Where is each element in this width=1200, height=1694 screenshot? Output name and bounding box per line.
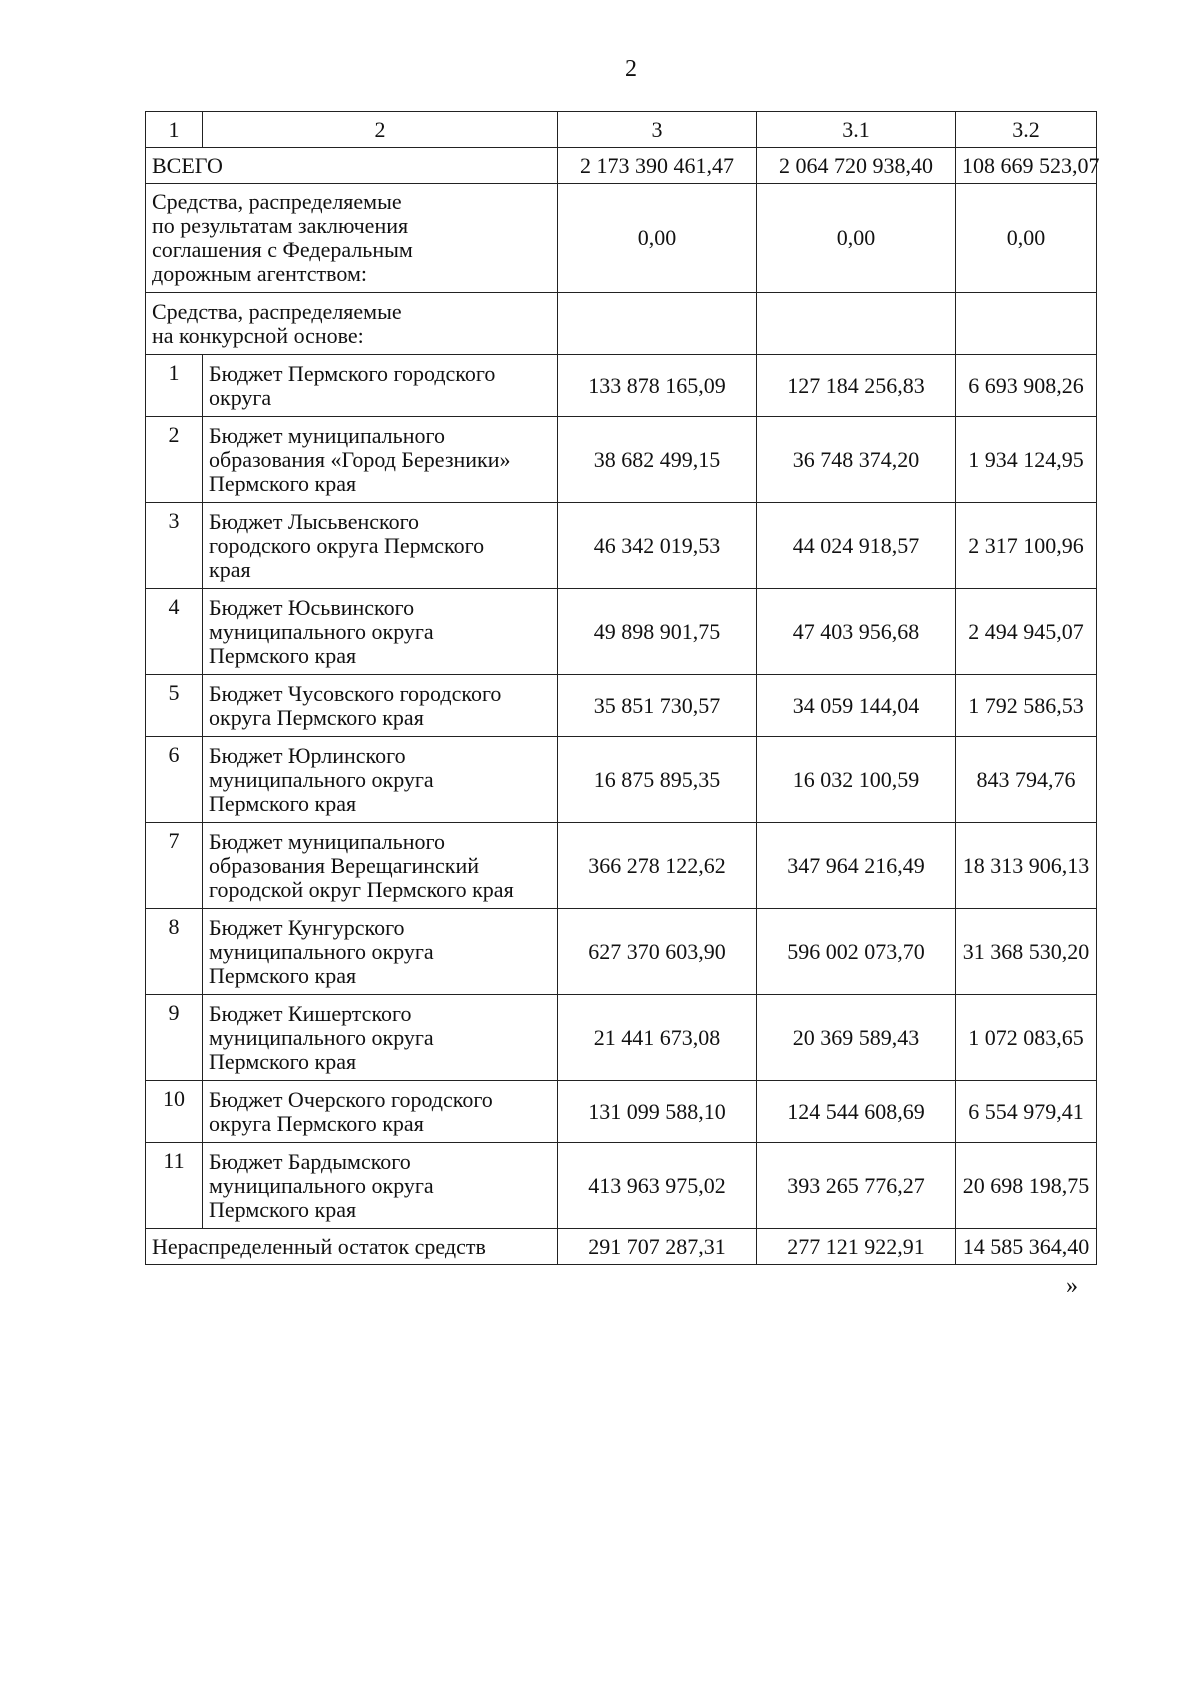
remainder-value-3-2: 14 585 364,40 bbox=[956, 1229, 1097, 1265]
total-value-3: 2 173 390 461,47 bbox=[558, 148, 757, 184]
value-3: 133 878 165,09 bbox=[558, 355, 757, 417]
federal-value-3: 0,00 bbox=[558, 184, 757, 293]
row-number: 1 bbox=[146, 355, 203, 417]
value-3-2: 1 934 124,95 bbox=[956, 417, 1097, 503]
value-3-2: 31 368 530,20 bbox=[956, 909, 1097, 995]
competitive-basis-label bbox=[146, 293, 558, 355]
budget-name-line: Бюджет Юсьвинского bbox=[209, 594, 415, 620]
federal-label-line: по результатам заключения bbox=[152, 213, 409, 238]
budget-name-line: округа bbox=[209, 384, 272, 410]
row-number: 5 bbox=[146, 675, 203, 737]
total-value-3-2: 108 669 523,07 bbox=[956, 148, 1097, 184]
budget-name-line: Бюджет муниципального bbox=[209, 422, 445, 448]
table-row bbox=[146, 909, 1097, 995]
value-3-1: 393 265 776,27 bbox=[757, 1143, 956, 1229]
value-3-2: 1 792 586,53 bbox=[956, 675, 1097, 737]
budget-name bbox=[203, 823, 558, 909]
closing-quote: » bbox=[1066, 1273, 1078, 1299]
budget-name-line: Бюджет Юрлинского bbox=[209, 742, 406, 768]
column-number-1: 1 bbox=[146, 112, 203, 148]
budget-rows bbox=[146, 355, 1097, 1229]
budget-name-line: образования Верещагинский bbox=[209, 852, 480, 878]
value-3: 38 682 499,15 bbox=[558, 417, 757, 503]
table-row bbox=[146, 823, 1097, 909]
budget-name-line: округа Пермского края bbox=[209, 1110, 424, 1136]
row-number: 7 bbox=[146, 823, 203, 909]
total-label: ВСЕГО bbox=[146, 148, 558, 184]
budget-name-line: края bbox=[209, 556, 251, 582]
budget-name-line: муниципального округа bbox=[209, 618, 434, 644]
page-number: 2 bbox=[625, 56, 637, 82]
federal-agency-row bbox=[146, 184, 1097, 293]
budget-name-line: округа Пермского края bbox=[209, 704, 424, 730]
remainder-value-3-1: 277 121 922,91 bbox=[757, 1229, 956, 1265]
column-number-3: 3 bbox=[558, 112, 757, 148]
budget-name bbox=[203, 737, 558, 823]
federal-agency-label bbox=[146, 184, 558, 293]
total-value-3-1: 2 064 720 938,40 bbox=[757, 148, 956, 184]
budget-name-line: Бюджет Чусовского городского bbox=[209, 680, 502, 706]
value-3-1: 127 184 256,83 bbox=[757, 355, 956, 417]
column-number-3-2: 3.2 bbox=[956, 112, 1097, 148]
value-3-2: 18 313 906,13 bbox=[956, 823, 1097, 909]
value-3: 46 342 019,53 bbox=[558, 503, 757, 589]
budget-name-line: городской округ Пермского края bbox=[209, 876, 514, 902]
value-3-2: 843 794,76 bbox=[956, 737, 1097, 823]
value-3: 21 441 673,08 bbox=[558, 995, 757, 1081]
budget-name-line: Бюджет муниципального bbox=[209, 828, 445, 854]
table-row bbox=[146, 1143, 1097, 1229]
column-number-2: 2 bbox=[203, 112, 558, 148]
competitive-value-3-1 bbox=[757, 293, 956, 355]
table-row bbox=[146, 1081, 1097, 1143]
row-number: 11 bbox=[146, 1143, 203, 1229]
total-row bbox=[146, 148, 1097, 184]
budget-name-line: городского округа Пермского bbox=[209, 532, 485, 558]
budget-name-line: муниципального округа bbox=[209, 766, 434, 792]
value-3: 627 370 603,90 bbox=[558, 909, 757, 995]
budget-name bbox=[203, 355, 558, 417]
table-row bbox=[146, 737, 1097, 823]
budget-name bbox=[203, 1143, 558, 1229]
value-3-1: 596 002 073,70 bbox=[757, 909, 956, 995]
budget-name-line: муниципального округа bbox=[209, 938, 434, 964]
federal-label-line: дорожным агентством: bbox=[152, 261, 367, 286]
table-row bbox=[146, 503, 1097, 589]
federal-value-3-1: 0,00 bbox=[757, 184, 956, 293]
value-3-2: 20 698 198,75 bbox=[956, 1143, 1097, 1229]
budget-name-line: Пермского края bbox=[209, 790, 357, 816]
value-3: 131 099 588,10 bbox=[558, 1081, 757, 1143]
budget-name-line: Пермского края bbox=[209, 1048, 357, 1074]
remainder-label: Нераспределенный остаток средств bbox=[146, 1229, 558, 1265]
federal-label-line: Средства, распределяемые bbox=[152, 189, 402, 214]
budget-name-line: Пермского края bbox=[209, 470, 357, 496]
row-number: 8 bbox=[146, 909, 203, 995]
budget-name-line: Бюджет Пермского городского bbox=[209, 360, 496, 386]
budget-name bbox=[203, 675, 558, 737]
budget-name bbox=[203, 1081, 558, 1143]
value-3: 16 875 895,35 bbox=[558, 737, 757, 823]
budget-name-line: Пермского края bbox=[209, 642, 357, 668]
competitive-label-line: Средства, распределяемые bbox=[152, 298, 402, 324]
competitive-value-3-2 bbox=[956, 293, 1097, 355]
table-row bbox=[146, 675, 1097, 737]
row-number: 6 bbox=[146, 737, 203, 823]
value-3: 413 963 975,02 bbox=[558, 1143, 757, 1229]
value-3-1: 36 748 374,20 bbox=[757, 417, 956, 503]
budget-allocation-table bbox=[145, 111, 1100, 1265]
row-number: 2 bbox=[146, 417, 203, 503]
row-number: 4 bbox=[146, 589, 203, 675]
budget-name-line: Бюджет Лысьвенского bbox=[209, 508, 420, 534]
budget-name bbox=[203, 589, 558, 675]
table-row bbox=[146, 417, 1097, 503]
value-3-2: 2 494 945,07 bbox=[956, 589, 1097, 675]
row-number: 10 bbox=[146, 1081, 203, 1143]
table-row bbox=[146, 355, 1097, 417]
value-3-1: 20 369 589,43 bbox=[757, 995, 956, 1081]
budget-name-line: Бюджет Кишертского bbox=[209, 1000, 412, 1026]
value-3-1: 44 024 918,57 bbox=[757, 503, 956, 589]
remainder-row bbox=[146, 1229, 1097, 1265]
value-3: 49 898 901,75 bbox=[558, 589, 757, 675]
value-3-1: 47 403 956,68 bbox=[757, 589, 956, 675]
federal-label-line: соглашения с Федеральным bbox=[152, 237, 413, 262]
value-3-2: 6 693 908,26 bbox=[956, 355, 1097, 417]
budget-name-line: Пермского края bbox=[209, 1196, 357, 1222]
table-row bbox=[146, 589, 1097, 675]
value-3-2: 1 072 083,65 bbox=[956, 995, 1097, 1081]
budget-name bbox=[203, 503, 558, 589]
budget-name-line: Бюджет Очерского городского bbox=[209, 1086, 493, 1112]
budget-name-line: муниципального округа bbox=[209, 1024, 434, 1050]
value-3-1: 16 032 100,59 bbox=[757, 737, 956, 823]
budget-name-line: Бюджет Кунгурского bbox=[209, 914, 405, 940]
row-number: 3 bbox=[146, 503, 203, 589]
budget-name bbox=[203, 417, 558, 503]
column-number-3-1: 3.1 bbox=[757, 112, 956, 148]
value-3: 366 278 122,62 bbox=[558, 823, 757, 909]
budget-name bbox=[203, 909, 558, 995]
value-3-2: 6 554 979,41 bbox=[956, 1081, 1097, 1143]
budget-name-line: образования «Город Березники» bbox=[209, 446, 511, 472]
value-3: 35 851 730,57 bbox=[558, 675, 757, 737]
budget-name-line: муниципального округа bbox=[209, 1172, 434, 1198]
remainder-value-3: 291 707 287,31 bbox=[558, 1229, 757, 1265]
competitive-value-3 bbox=[558, 293, 757, 355]
row-number: 9 bbox=[146, 995, 203, 1081]
value-3-1: 124 544 608,69 bbox=[757, 1081, 956, 1143]
table-row bbox=[146, 995, 1097, 1081]
budget-name-line: Бюджет Бардымского bbox=[209, 1148, 411, 1174]
competitive-basis-row bbox=[146, 293, 1097, 355]
budget-name-line: Пермского края bbox=[209, 962, 357, 988]
value-3-1: 347 964 216,49 bbox=[757, 823, 956, 909]
competitive-label-line: на конкурсной основе: bbox=[152, 322, 364, 348]
value-3-2: 2 317 100,96 bbox=[956, 503, 1097, 589]
column-number-row bbox=[146, 112, 1097, 148]
budget-name bbox=[203, 995, 558, 1081]
value-3-1: 34 059 144,04 bbox=[757, 675, 956, 737]
federal-value-3-2: 0,00 bbox=[956, 184, 1097, 293]
